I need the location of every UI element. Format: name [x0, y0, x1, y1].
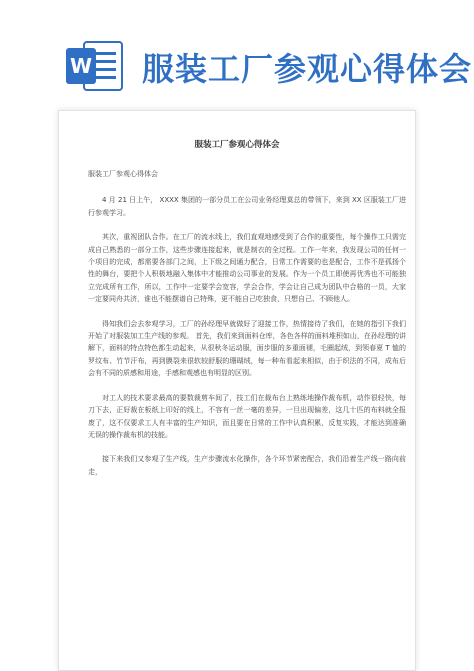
paragraph: 接下来我们又参观了生产线，生产步骤流水化操作，各个环节紧密配合，我们沿着生产线一路向前走， [88, 455, 406, 476]
word-document-icon [66, 40, 124, 92]
paragraph: 其次，重视团队合作。在工厂的流水线上，我们直观地感受到了合作的重要性，每个操作工只需完成自己熟悉的一部分工作，这些步骤连接起来，就是制衣的全过程。工作一年来，我发现公司的任何一个项目的完成，都需要各部门之间，上下级之间通力配合，日常工作需要的也是配合，工作不是孤扬个性的舞台，要把个人积极地融入集体中才能推动公司事业的发展。作为一个员工即使再优秀也不可能独立完成所有工作，所以，工作中一定要学会宽容，学会合作，学会让自己成为团队中合格的一员，大家一定要同舟共济，谁也不能摆谱自己特殊，更不能自己吃独食，只想自己、不顾他人。 [88, 233, 406, 304]
paragraph: 服装工厂参观心得体会 [88, 170, 158, 178]
paragraph: 4 月 21 日上午， XXXX 集团的一部分员工在公司业务经理莫总的带领下，来到 XX 区服装工厂进行参观学习。 [88, 196, 406, 217]
document-body [88, 168, 406, 490]
banner [0, 0, 474, 118]
banner-title: 服装工厂参观心得体会 [142, 50, 473, 88]
document-title: 服装工厂参观心得体会 [194, 140, 280, 150]
paragraph: 对工人的技术要求最高的要数裁剪车间了，技工们在裁布台上熟练地操作裁布机，动作很轻快，每刀下去，正好裁在板纸上印好的线上，不容有一丝一毫的差异，一旦出现偏差，这几十匹的布料就全报废了，这不仅要求工人有丰富的生产知识，而且要在日常的工作中认真积累，反复实践，才能达到准确无误的操作裁布机的技能。 [88, 393, 406, 439]
paragraph: 得知我们会去参观学习，工厂的孙经理早就做好了迎接工作，热情接待了我们，在她的指引下我们开始了对服装加工生产线的参观。 首先，我们来到面料仓库，各色各样的面料堆积如山，在孙经理的讲解下，面料的特点特色都生动起来，从很秋冬运动服，面步服的多重面褪，毛圈起绒，到领春夏 T 恤的罗纹布、竹节汗布，再到膜裂来很软较舒服的珊瑚绒，每一种布看起来相似，由于织法的不同，成布后会有不同的质感和用途，手感和观感也有明显的区别。 [88, 319, 406, 378]
svg-text:W: W [69, 54, 93, 78]
